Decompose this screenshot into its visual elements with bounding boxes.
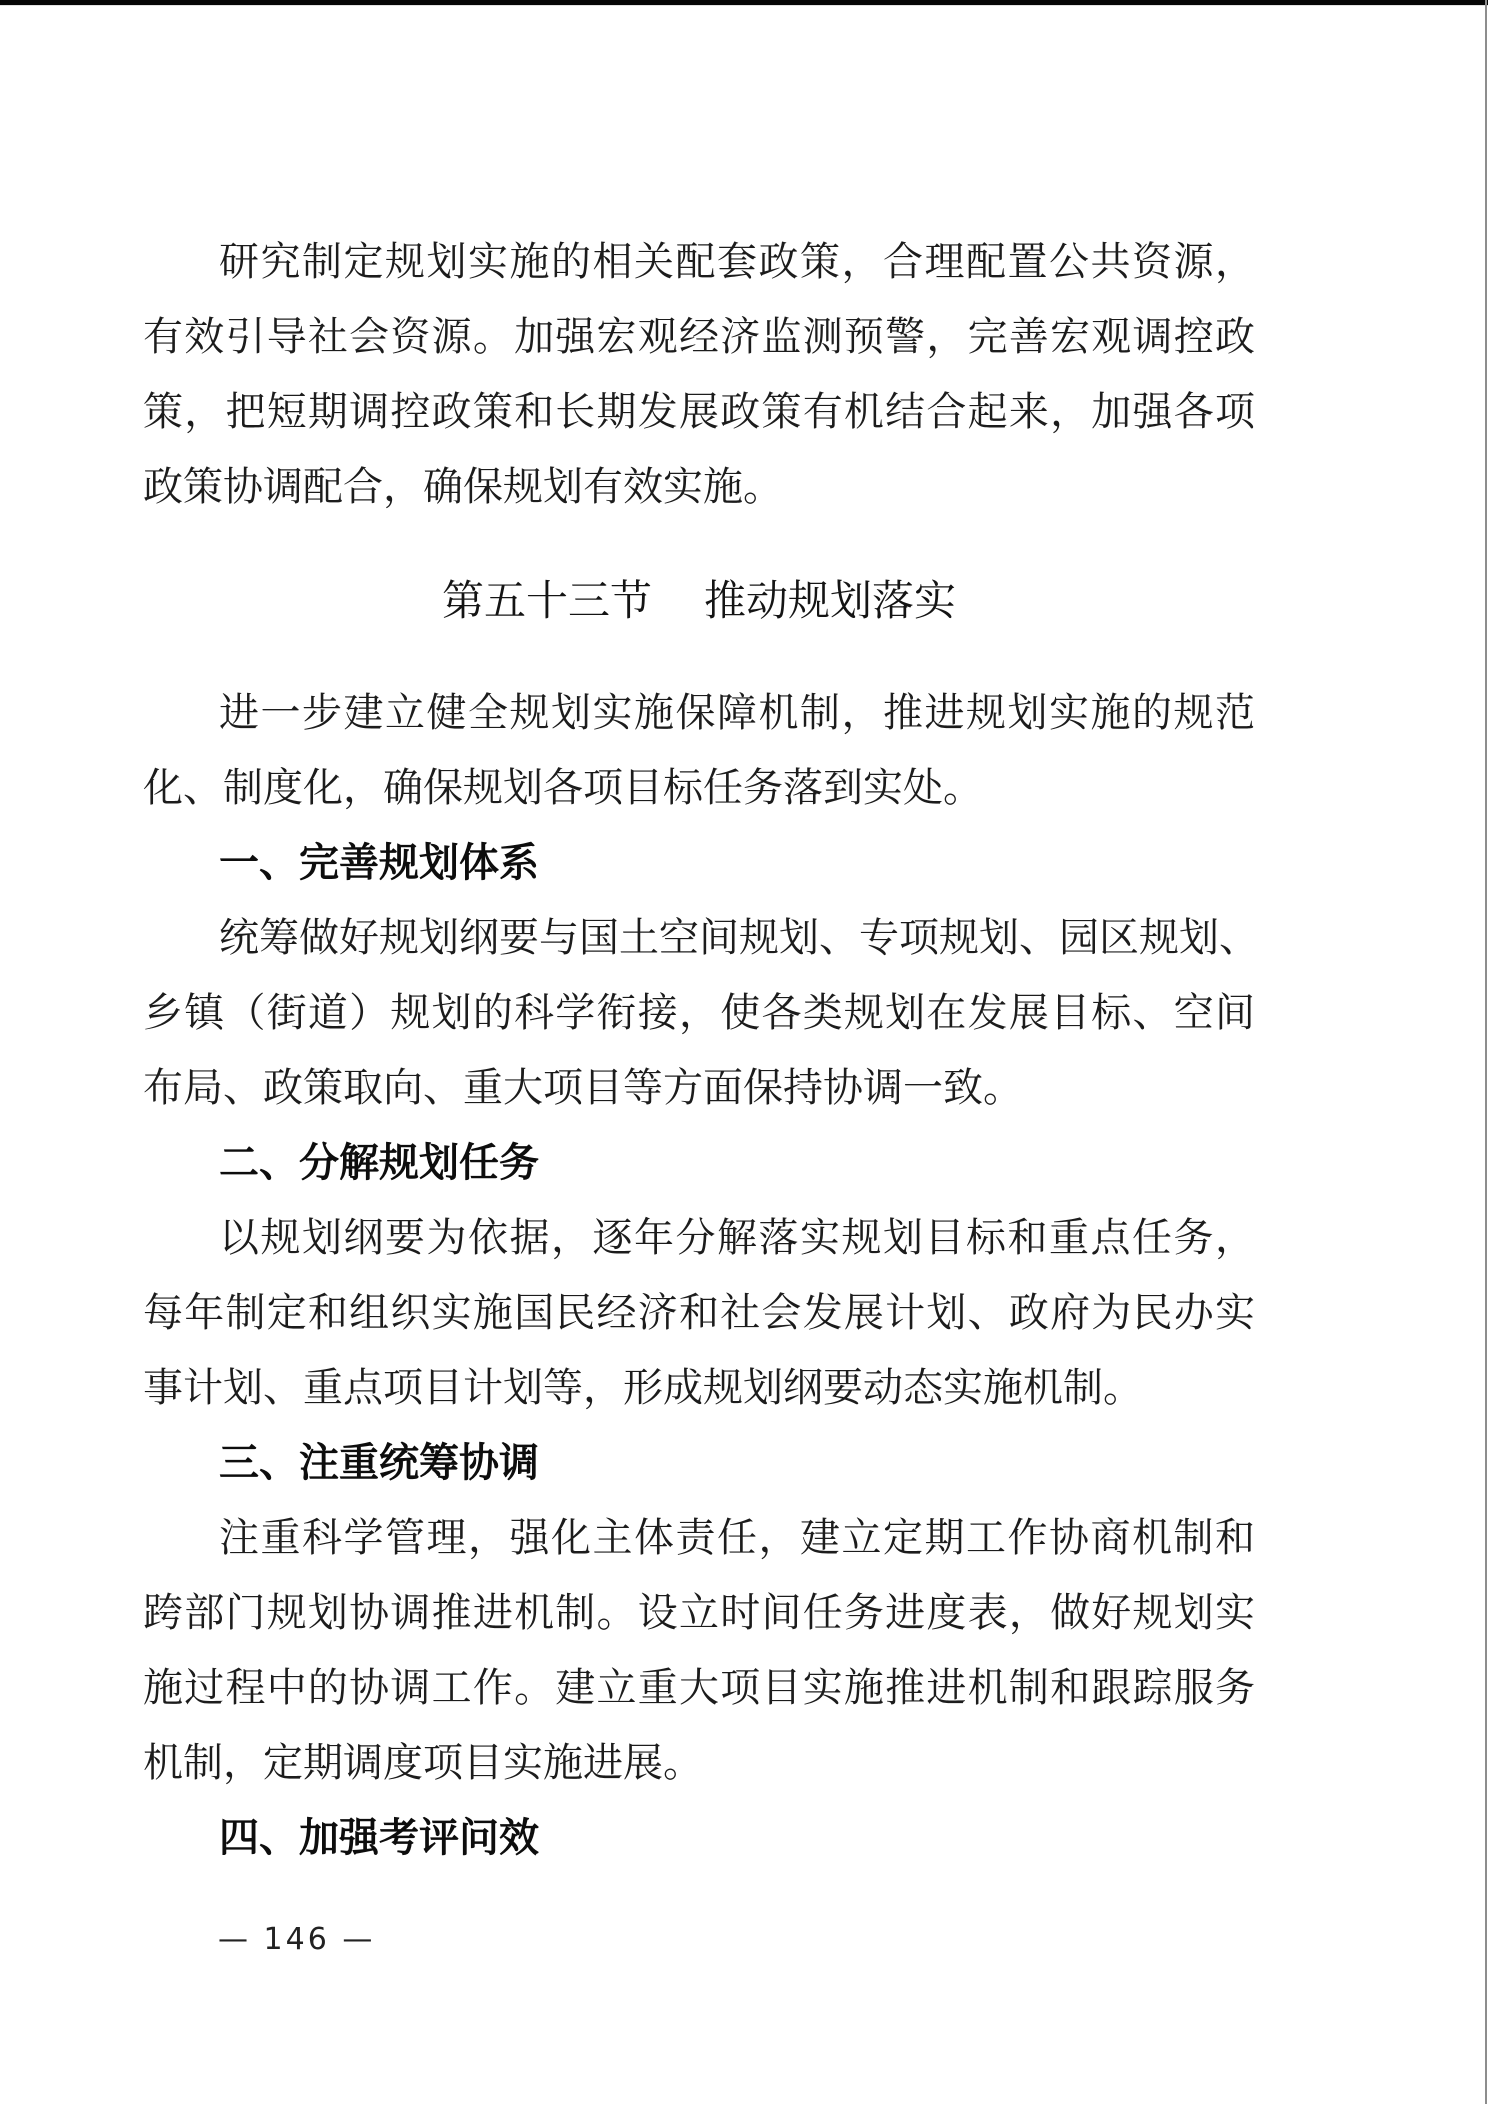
item-heading-3: 三、注重统筹协调 [219, 1440, 539, 1486]
item-heading-2: 二、分解规划任务 [219, 1140, 539, 1186]
item-heading-4: 四、加强考评问效 [219, 1815, 539, 1861]
body-line: 跨部门规划协调推进机制。设立时间任务进度表，做好规划实 [143, 1590, 1255, 1636]
body-line: 施过程中的协调工作。建立重大项目实施推进机制和跟踪服务 [143, 1665, 1255, 1711]
body-line: 乡镇（街道）规划的科学衔接，使各类规划在发展目标、空间 [143, 990, 1255, 1036]
body-line: 以规划纲要为依据，逐年分解落实规划目标和重点任务， [219, 1215, 1255, 1261]
body-line: 事计划、重点项目计划等，形成规划纲要动态实施机制。 [143, 1365, 1143, 1411]
section-title: 推动规划落实 [704, 576, 957, 625]
body-line: 每年制定和组织实施国民经济和社会发展计划、政府为民办实 [143, 1290, 1255, 1336]
scan-edge-top [0, 0, 1488, 6]
body-line: 机制，定期调度项目实施进展。 [143, 1740, 703, 1786]
body-line: 研究制定规划实施的相关配套政策，合理配置公共资源， [219, 239, 1255, 285]
body-line: 布局、政策取向、重大项目等方面保持协调一致。 [143, 1065, 1023, 1111]
body-line: 化、制度化，确保规划各项目标任务落到实处。 [143, 765, 983, 811]
section-number: 第五十三节 [441, 576, 652, 625]
body-line: 政策协调配合，确保规划有效实施。 [143, 464, 783, 510]
page-content [143, 225, 1259, 1876]
body-line: 注重科学管理，强化主体责任，建立定期工作协商机制和 [219, 1515, 1255, 1561]
body-line: 策，把短期调控政策和长期发展政策有机结合起来，加强各项 [143, 389, 1255, 435]
body-line: 有效引导社会资源。加强宏观经济监测预警，完善宏观调控政 [143, 314, 1255, 360]
body-line: 进一步建立健全规划实施保障机制，推进规划实施的规范 [219, 690, 1255, 736]
item-heading-1: 一、完善规划体系 [219, 840, 539, 886]
section-heading [143, 553, 1255, 648]
page-number: — 146 — [218, 1922, 376, 1957]
body-line: 统筹做好规划纲要与国土空间规划、专项规划、园区规划、 [219, 915, 1259, 961]
scan-edge-right [1485, 0, 1487, 2104]
